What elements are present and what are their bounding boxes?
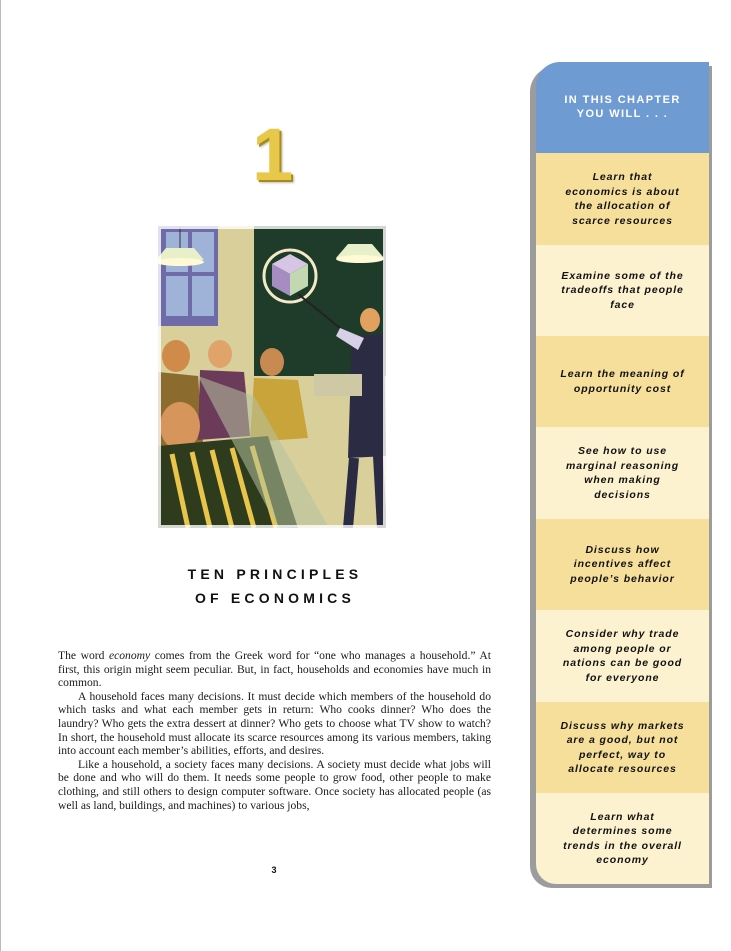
goal-item-5 [536,519,709,610]
goal-item-1 [536,153,709,245]
goal-line: incentives affect [573,558,672,571]
goal-line: are a good, but not [566,734,679,746]
goal-line: Learn what [590,810,655,823]
paragraph-1-end: comes from the Greek word for “one who manages a household.” At first, this origin might seem peculiar. But, in fact, households and economies have much in common. [58,649,491,690]
goal-line: Learn that [592,171,653,183]
goal-line: See how to use [577,445,668,457]
goal-line: Learn the meaning of [560,368,685,380]
paragraph-1-start: The word [58,649,109,662]
goal-item-3 [536,336,709,427]
goal-line: the allocation of [574,200,671,212]
goal-line: marginal reasoning [565,459,680,472]
paragraph-3: Like a household, a society faces many decisions. A society must decide what jobs will be done and who will do them. It needs some people to grow food, other people to make clothing, and still others to design computer software. Once society has allocated people (as well as land, buildings, and machines) to various jobs, [58,757,491,812]
goal-line: tradeoffs that people [561,284,684,297]
page-edge [0,0,1,951]
goal-line: decisions [594,488,651,501]
goal-line: perfect, way to [578,748,667,761]
goal-line: Examine some of the [561,269,684,282]
chapter-goals-sidebar [536,62,709,884]
chapter-title-line-1: TEN PRINCIPLES [187,566,363,582]
sidebar-header-line-1: IN THIS CHAPTER [564,94,681,106]
goal-line: economy [596,854,649,866]
goal-line: Discuss how [585,543,660,556]
page-number: 3 [271,865,277,875]
sidebar-header-line-2: YOU WILL . . . [576,108,669,120]
goal-line: people’s behavior [570,572,675,585]
chapter-title [150,562,400,610]
paragraph-1-emphasis: economy [108,649,151,662]
goal-item-8 [536,793,709,884]
chapter-number: 1 [252,113,294,196]
paragraph-2: A household faces many decisions. It must decide which members of the household do which tasks and what each member gets in return: Who cooks dinner? Who does the laundry? Who gets the extra dessert at dinner? Who gets to choose what TV show to watch? In short, the household must allocate its scarce resources among its various members, taking into account each member’s abilities, efforts, and desires. [58,689,491,758]
goal-line: determines some [572,825,673,837]
goal-line: for everyone [585,671,660,684]
goal-line: Consider why trade [565,628,680,640]
goal-line: among people or [573,642,672,655]
goal-item-7 [536,702,709,793]
goal-line: Discuss why markets [560,719,685,732]
goal-line: economics is about [565,185,680,198]
goal-line: trends in the overall [563,839,682,852]
goal-item-2 [536,245,709,336]
goal-line: scarce resources [572,214,673,227]
goal-line: nations can be good [562,657,683,669]
chapter-title-line-2: OF ECONOMICS [194,590,356,606]
goal-line: face [610,298,635,311]
body-text [58,649,491,812]
goal-line: when making [584,474,661,486]
chapter-illustration [158,226,386,528]
goal-item-6 [536,610,709,702]
goal-line: allocate resources [568,763,677,775]
goal-line: opportunity cost [573,382,672,395]
sidebar-header [536,62,709,153]
paragraph-1 [58,649,491,690]
goal-item-4 [536,427,709,519]
